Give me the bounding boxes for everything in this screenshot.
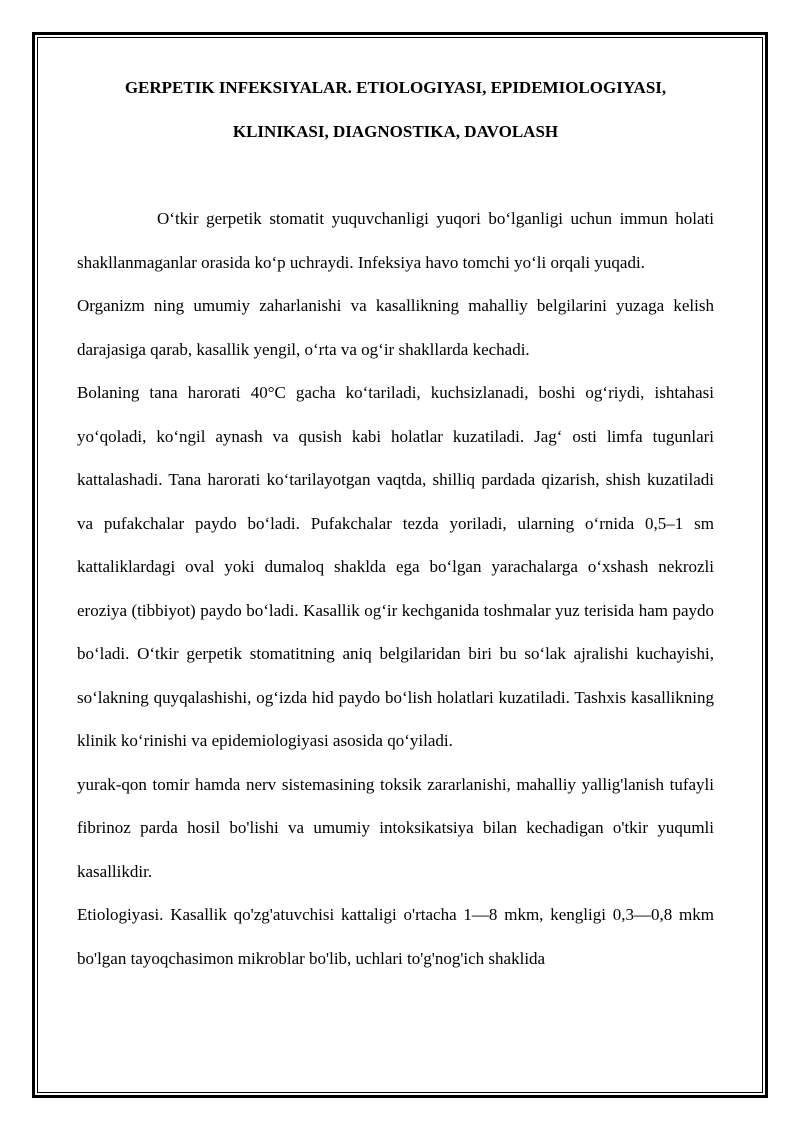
document-title: GERPETIK INFEKSIYALAR. ETIOLOGIYASI, EPIDEMIOLOGIYASI, KLINIKASI, DIAGNOSTIKA, DAVOLASH [124, 78, 667, 141]
paragraph-4: yurak-qon tomir hamda nerv sistemasining toksik zararlanishi, mahalliy yallig'lanish tufayli fibrinoz parda hosil bo'lishi va umumiy intoksikatsiya bilan kechadigan o'tkir yuqumli kasallikdir. [77, 774, 714, 881]
paragraph-2: Organizm ning umumiy zaharlanishi va kasallikning mahalliy belgilarini yuzaga kelish darajasiga qarab, kasallik yengil, o‘rta va og‘ir shakllarda kechadi. [77, 296, 714, 359]
paragraph-1: O‘tkir gerpetik stomatit yuquvchanligi yuqori bo‘lganligi uchun immun holati shakllanmaganlar orasida ko‘p uchraydi. Infeksiya havo tomchi yo‘li orqali yuqadi. [77, 209, 714, 272]
document-body [77, 66, 714, 1066]
title-spacer [77, 153, 714, 197]
paragraph-3: Bolaning tana harorati 40°C gacha ko‘tariladi, kuchsizlanadi, boshi og‘riydi, ishtahasi yo‘qoladi, ko‘ngil aynash va qusish kabi holatlar kuzatiladi. Jag‘ osti limfa tugunlari kattalashadi. Tana harorati ko‘tarilayotgan vaqtda, shilliq pardada qizarish, shish kuzatiladi va pufakchalar paydo bo‘ladi. Pufakchalar tezda yoriladi, ularning o‘rnida 0,5–1 sm kattaliklardagi oval yoki dumaloq shaklda ega bo‘lgan yarachalarga o‘xshash nekrozli eroziya (tibbiyot) paydo bo‘ladi. Kasallik og‘ir kechganida toshmalar yuz terisida ham paydo bo‘ladi. O‘tkir gerpetik stomatitning aniq belgilaridan biri bu so‘lak ajralishi kuchayishi, so‘lakning quyqalashishi, og‘izda hid paydo bo‘lish holatlari kuzatiladi. Tashxis kasallikning klinik ko‘rinishi va epidemiologiyasi asosida qo‘yiladi. [77, 383, 714, 750]
paragraph-5: Etiologiyasi. Kasallik qo'zg'atuvchisi kattaligi o'rtacha 1—8 mkm, kengligi 0,3—0,8 mkm bo'lgan tayoqchasimon mikroblar bo'lib, uchlari to'g'nog'ich shaklida [77, 905, 714, 968]
